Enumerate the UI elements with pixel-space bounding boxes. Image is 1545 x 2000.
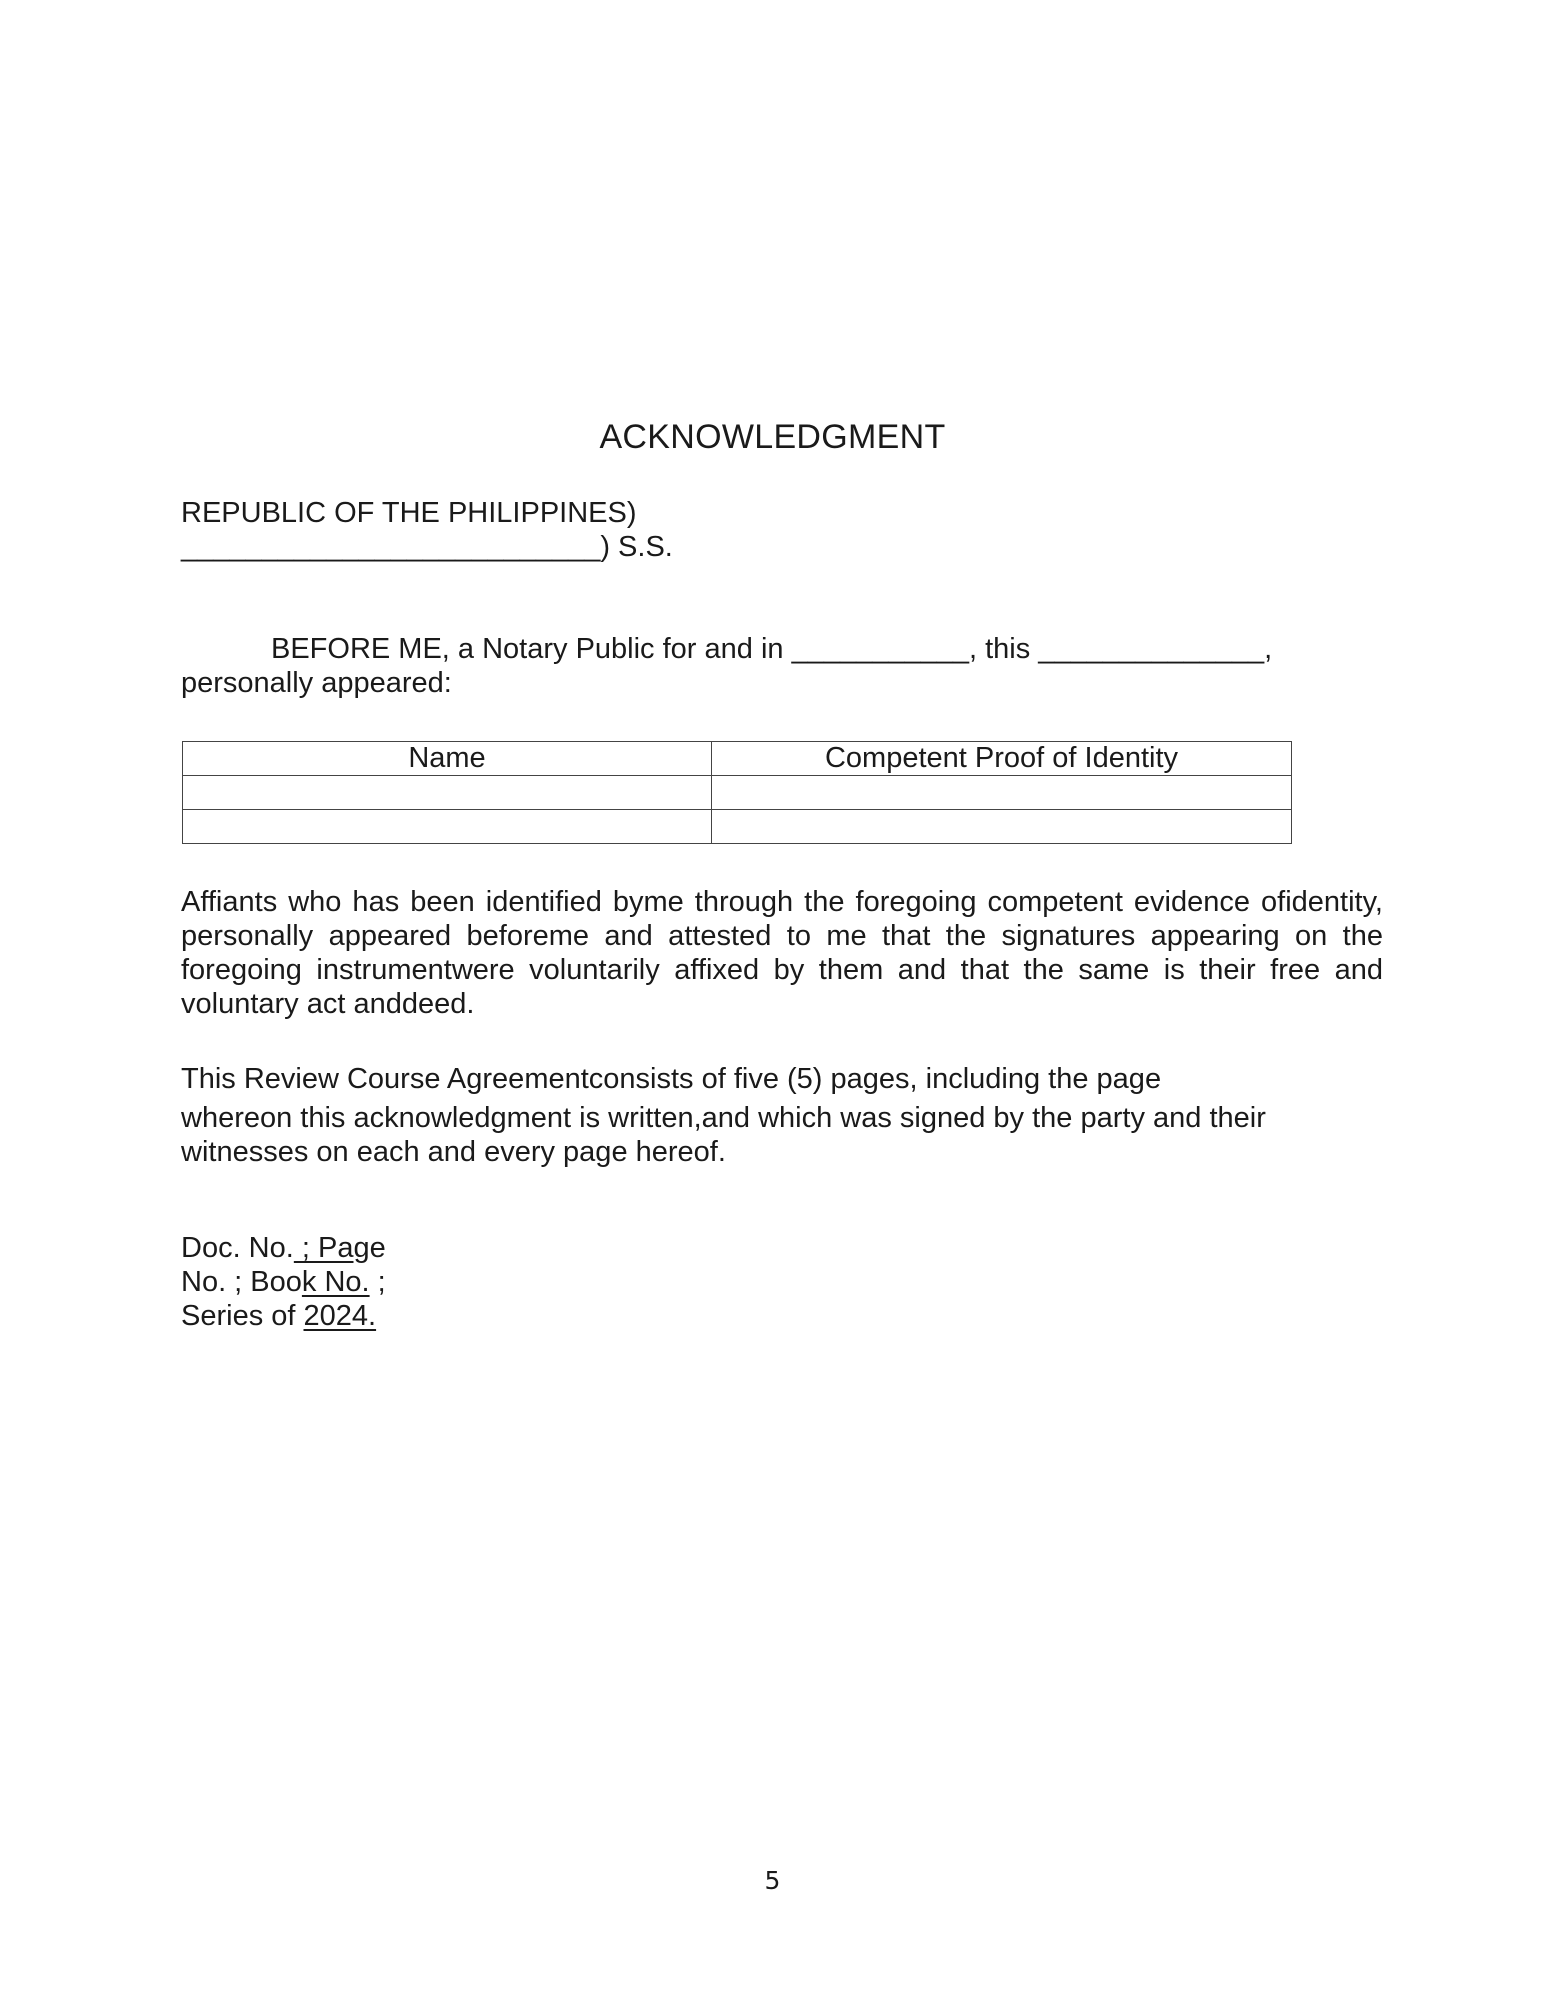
review-paragraph — [181, 1057, 1383, 1169]
book-no-blank: k No. — [301, 1266, 370, 1298]
doc-no-line — [181, 1231, 386, 1265]
venue-block — [181, 496, 673, 564]
before-me-line: BEFORE ME, a Notary Public for and in ___________, this ______________, — [271, 633, 1273, 665]
page-no-label: No. ; Boo — [181, 1266, 302, 1298]
name-cell — [183, 810, 712, 844]
header-proof-of-identity: Competent Proof of Identity — [712, 742, 1292, 776]
name-cell — [183, 776, 712, 810]
series-year: 2024. — [303, 1300, 377, 1332]
page-book-line — [181, 1265, 386, 1299]
proof-cell — [712, 776, 1292, 810]
doc-no-label: Doc. No. — [181, 1232, 294, 1264]
doc-no-suffix: e — [369, 1232, 386, 1264]
venue-city-line: __________________________) S.S. — [181, 531, 673, 563]
proof-cell — [712, 810, 1292, 844]
identity-table — [182, 741, 1292, 844]
doc-no-blank: ; Pag — [293, 1232, 370, 1264]
page-number: 5 — [764, 1866, 781, 1895]
table-row — [183, 810, 1292, 844]
personally-appeared-line: personally appeared: — [181, 667, 452, 699]
before-me-paragraph — [181, 632, 1381, 700]
header-name: Name — [183, 742, 712, 776]
review-line-1: This Review Course Agreementconsists of five (5) pages, including the page — [181, 1063, 1162, 1095]
book-no-suffix: ; — [369, 1266, 386, 1298]
identity-table-header-row — [183, 742, 1292, 776]
document-title: ACKNOWLEDGMENT — [599, 418, 946, 456]
notarial-register-block — [181, 1231, 386, 1333]
affiants-paragraph: Affiants who has been identified byme through the foregoing competent evidence ofidentity, personally appeared beforeme and attested to me that the signatures appearing on the foregoing instrumentwere voluntarily affixed by them and that the same is their free and voluntary act anddeed. — [181, 886, 1383, 1020]
venue-republic-line: REPUBLIC OF THE PHILIPPINES) — [181, 497, 637, 529]
series-label: Series of — [181, 1300, 304, 1332]
series-line — [181, 1299, 386, 1333]
table-row — [183, 776, 1292, 810]
review-line-2: whereon this acknowledgment is written,and which was signed by the party and their witnesses on each and every page hereof. — [181, 1102, 1266, 1168]
